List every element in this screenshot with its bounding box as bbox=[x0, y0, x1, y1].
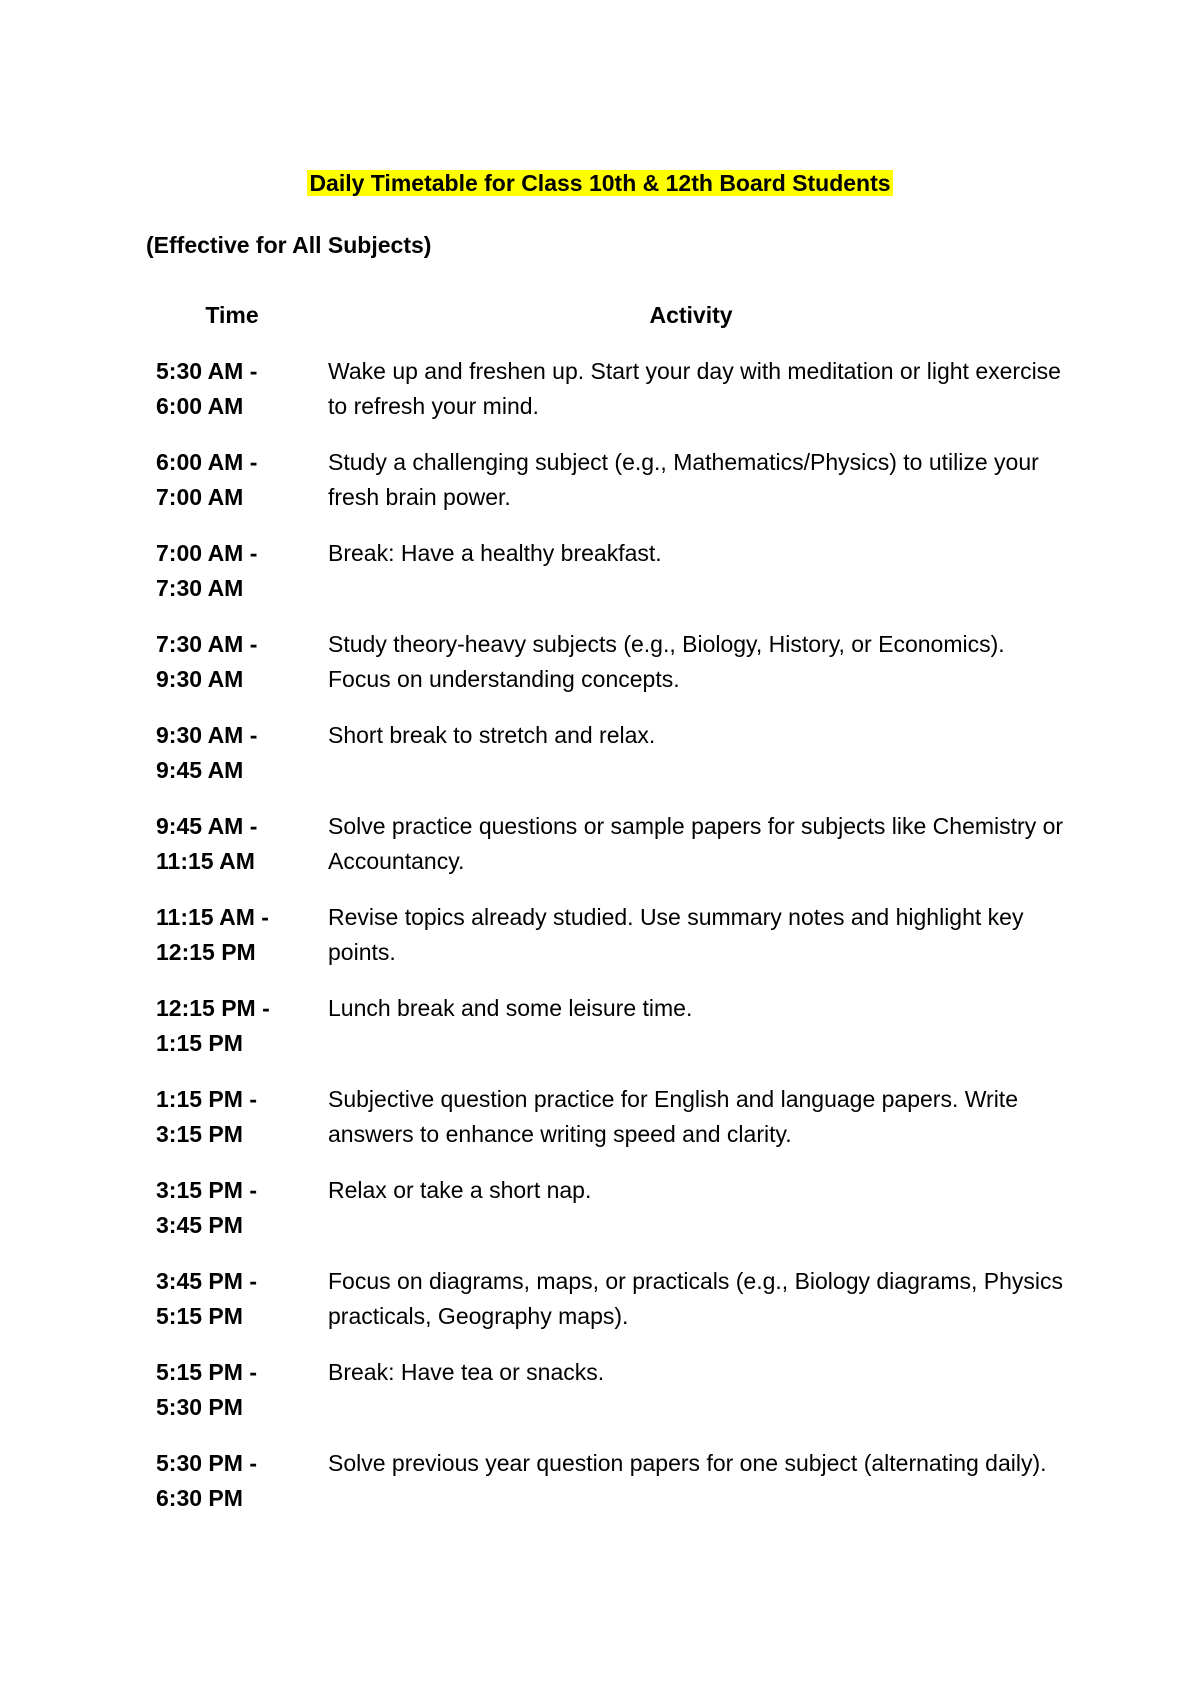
activity-cell: Focus on diagrams, maps, or practicals (e.g., Biology diagrams, Physics practicals, Geography maps). bbox=[328, 1268, 1064, 1329]
table-row bbox=[0, 1173, 1200, 1264]
activity-cell: Wake up and freshen up. Start your day with meditation or light exercise to refresh your mind. bbox=[328, 358, 1061, 419]
activity-cell: Solve previous year question papers for one subject (alternating daily). bbox=[328, 1450, 1047, 1476]
time-cell bbox=[156, 1082, 316, 1152]
table-row bbox=[0, 627, 1200, 718]
time-start: 3:45 PM - bbox=[156, 1268, 257, 1294]
time-cell bbox=[156, 991, 316, 1061]
table-row bbox=[0, 900, 1200, 991]
time-end: 5:30 PM bbox=[156, 1394, 243, 1420]
time-start: 6:00 AM - bbox=[156, 449, 258, 475]
time-end: 7:30 AM bbox=[156, 575, 244, 601]
activity-cell: Relax or take a short nap. bbox=[328, 1177, 592, 1203]
time-cell bbox=[156, 445, 316, 515]
table-row bbox=[0, 1446, 1200, 1537]
activity-cell: Revise topics already studied. Use summary notes and highlight key points. bbox=[328, 904, 1024, 965]
time-start: 7:30 AM - bbox=[156, 631, 258, 657]
time-end: 9:30 AM bbox=[156, 666, 244, 692]
time-end: 6:30 PM bbox=[156, 1485, 243, 1511]
table-row bbox=[0, 718, 1200, 809]
activity-cell: Study theory-heavy subjects (e.g., Biology, History, or Economics). Focus on understanding concepts. bbox=[328, 631, 1005, 692]
column-header-activity: Activity bbox=[649, 302, 733, 328]
time-cell bbox=[156, 718, 316, 788]
time-start: 9:30 AM - bbox=[156, 722, 258, 748]
activity-cell: Break: Have a healthy breakfast. bbox=[328, 540, 662, 566]
timetable-rows bbox=[0, 354, 1200, 1537]
column-header-time: Time bbox=[205, 302, 259, 328]
time-end: 7:00 AM bbox=[156, 484, 244, 510]
time-cell bbox=[156, 900, 316, 970]
activity-cell: Lunch break and some leisure time. bbox=[328, 995, 693, 1021]
time-start: 5:30 AM - bbox=[156, 358, 258, 384]
time-start: 5:15 PM - bbox=[156, 1359, 257, 1385]
time-end: 3:15 PM bbox=[156, 1121, 243, 1147]
activity-cell: Short break to stretch and relax. bbox=[328, 722, 656, 748]
time-cell bbox=[156, 809, 316, 879]
table-row bbox=[0, 1082, 1200, 1173]
activity-cell: Break: Have tea or snacks. bbox=[328, 1359, 605, 1385]
time-cell bbox=[156, 536, 316, 606]
time-cell bbox=[156, 1355, 316, 1425]
time-cell bbox=[156, 1173, 316, 1243]
table-row bbox=[0, 991, 1200, 1082]
time-end: 5:15 PM bbox=[156, 1303, 243, 1329]
time-end: 6:00 AM bbox=[156, 393, 244, 419]
time-start: 7:00 AM - bbox=[156, 540, 258, 566]
time-start: 5:30 PM - bbox=[156, 1450, 257, 1476]
time-end: 1:15 PM bbox=[156, 1030, 243, 1056]
time-start: 11:15 AM - bbox=[156, 904, 269, 930]
time-end: 3:45 PM bbox=[156, 1212, 243, 1238]
document-title-line bbox=[0, 168, 1200, 198]
table-row bbox=[0, 445, 1200, 536]
time-cell bbox=[156, 1446, 316, 1516]
time-end: 11:15 AM bbox=[156, 848, 255, 874]
table-row bbox=[0, 536, 1200, 627]
table-row bbox=[0, 354, 1200, 445]
time-start: 9:45 AM - bbox=[156, 813, 258, 839]
document-title: Daily Timetable for Class 10th & 12th Board Students bbox=[309, 170, 891, 196]
time-start: 12:15 PM - bbox=[156, 995, 270, 1021]
time-end: 9:45 AM bbox=[156, 757, 244, 783]
activity-cell: Study a challenging subject (e.g., Mathematics/Physics) to utilize your fresh brain power. bbox=[328, 449, 1039, 510]
activity-cell: Subjective question practice for English and language papers. Write answers to enhance writing speed and clarity. bbox=[328, 1086, 1018, 1147]
time-cell bbox=[156, 354, 316, 424]
time-start: 1:15 PM - bbox=[156, 1086, 257, 1112]
table-row bbox=[0, 1264, 1200, 1355]
table-row bbox=[0, 1355, 1200, 1446]
time-cell bbox=[156, 627, 316, 697]
table-header bbox=[0, 300, 1200, 330]
time-end: 12:15 PM bbox=[156, 939, 256, 965]
activity-cell: Solve practice questions or sample papers for subjects like Chemistry or Accountancy. bbox=[328, 813, 1064, 874]
table-row bbox=[0, 809, 1200, 900]
time-start: 3:15 PM - bbox=[156, 1177, 257, 1203]
document-subtitle: (Effective for All Subjects) bbox=[146, 232, 432, 258]
time-cell bbox=[156, 1264, 316, 1334]
